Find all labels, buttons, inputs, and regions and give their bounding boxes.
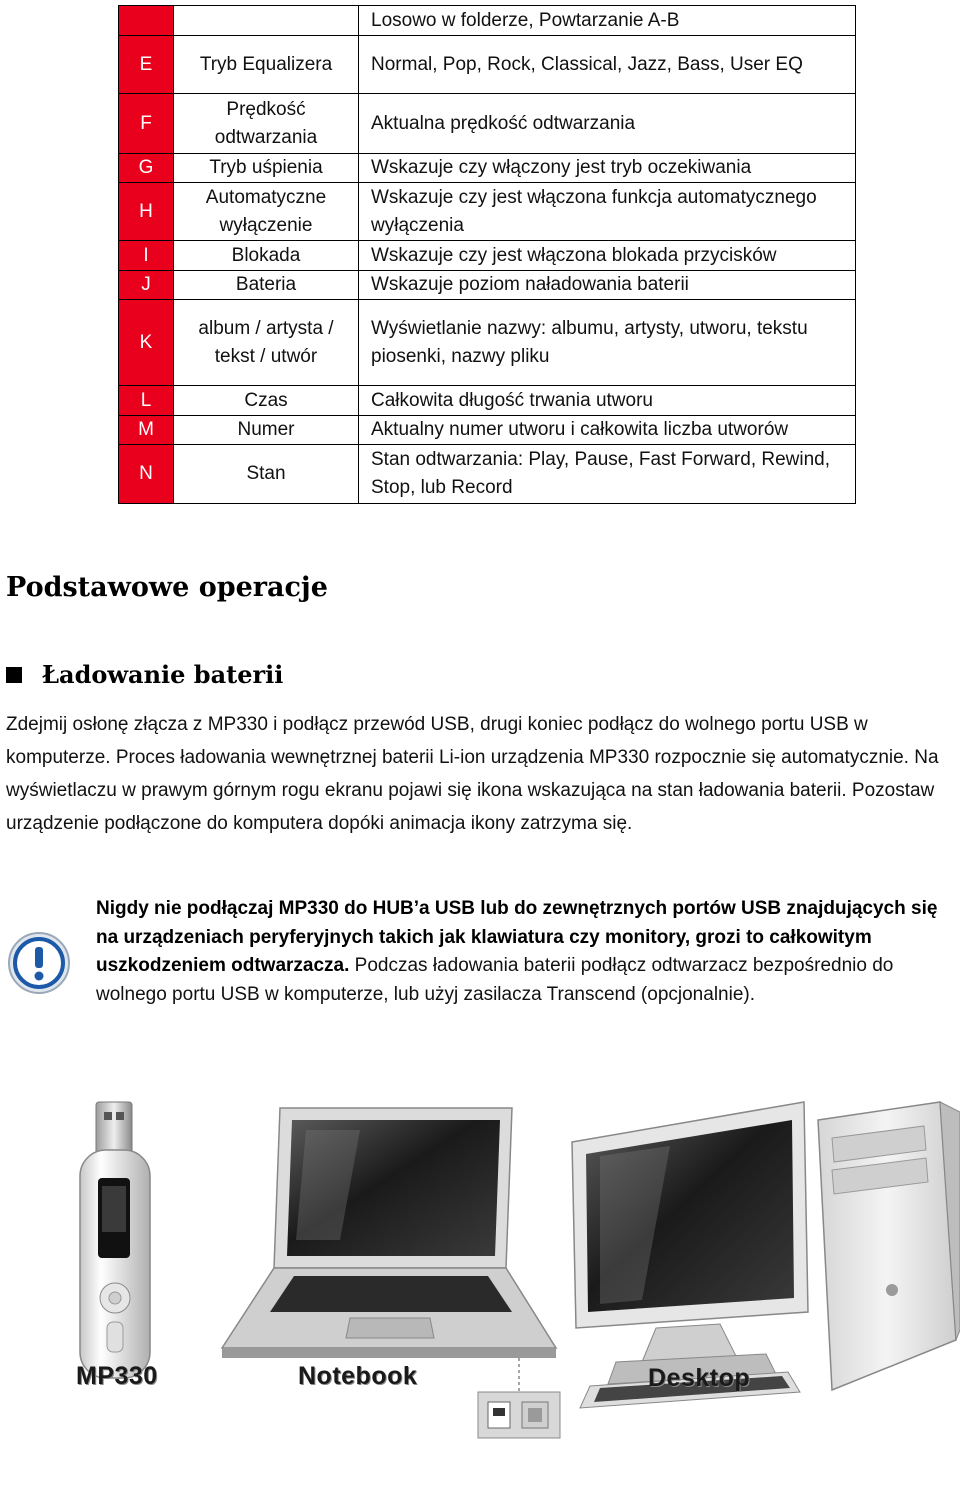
table-row — [119, 94, 856, 154]
row-name: Blokada — [174, 241, 359, 271]
table-row — [119, 154, 856, 183]
row-name: Numer — [174, 416, 359, 445]
row-name: album / artysta / tekst / utwór — [174, 300, 359, 386]
row-letter: G — [119, 154, 174, 183]
row-desc: Aktualny numer utworu i całkowita liczba utworów — [359, 416, 856, 445]
notebook-label: Notebook — [298, 1362, 418, 1390]
row-letter: I — [119, 241, 174, 271]
warning-icon — [6, 930, 72, 1001]
row-name: Prędkość odtwarzania — [174, 94, 359, 154]
square-bullet-icon — [6, 667, 22, 683]
subsection-title: Ładowanie baterii — [42, 660, 284, 689]
warning-normal: Podczas ładowania baterii podłącz odtwarzacz bezpośrednio do wolnego portu USB w komputerze, lub użyj zasilacza Transcend (opcjonalnie). — [96, 955, 894, 1005]
row-desc: Wyświetlanie nazwy: albumu, artysty, utworu, tekstu piosenki, nazwy pliku — [359, 300, 856, 386]
connection-illustration — [60, 1090, 960, 1490]
row-letter: H — [119, 183, 174, 241]
row-desc: Aktualna prędkość odtwarzania — [359, 94, 856, 154]
warning-bold: Nigdy nie podłączaj MP330 do HUB’a USB lub do zewnętrznych portów USB znajdujących się na urządzeniach peryferyjnych takich jak klawiatura czy monitory, grozi to całkowitym uszkodzeniem odtwarzacza. — [96, 898, 938, 976]
row-desc: Normal, Pop, Rock, Classical, Jazz, Bass, User EQ — [359, 36, 856, 94]
row-name: Stan — [174, 445, 359, 504]
usb-port-detail — [478, 1358, 560, 1438]
row-letter: E — [119, 36, 174, 94]
device-label: MP330 — [76, 1362, 158, 1390]
mp330-device — [80, 1102, 150, 1378]
row-letter: N — [119, 445, 174, 504]
row-name: Tryb Equalizera — [174, 36, 359, 94]
row-desc: Wskazuje poziom naładowania baterii — [359, 271, 856, 300]
desktop-monitor — [572, 1102, 810, 1384]
section-title: Podstawowe operacje — [6, 572, 328, 603]
desktop-tower — [818, 1102, 960, 1390]
row-desc: Wskazuje czy jest włączona blokada przycisków — [359, 241, 856, 271]
subsection-heading — [6, 660, 283, 689]
table-row — [119, 445, 856, 504]
table-row — [119, 271, 856, 300]
charging-paragraph: Zdejmij osłonę złącza z MP330 i podłącz przewód USB, drugi koniec podłącz do wolnego portu USB w komputerze. Proces ładowania wewnętrznej baterii Li-ion urządzenia MP330 rozpocznie się automatycznie. Na wyświetlaczu w prawym górnym rogu ekranu pojawi się ikona wskazująca na stan ładowania baterii. Pozostaw urządzenie podłączone do komputera dopóki animacja ikony zatrzyma się. — [6, 714, 939, 834]
row-letter: L — [119, 386, 174, 416]
row-name: Tryb uśpienia — [174, 154, 359, 183]
table-row — [119, 183, 856, 241]
row-letter: F — [119, 94, 174, 154]
table-row — [119, 36, 856, 94]
illustration-drawing — [60, 1090, 960, 1490]
row-letter — [119, 6, 174, 36]
row-name: Bateria — [174, 271, 359, 300]
table-row — [119, 241, 856, 271]
row-letter: K — [119, 300, 174, 386]
table-row — [119, 6, 856, 36]
row-letter: M — [119, 416, 174, 445]
row-name: Czas — [174, 386, 359, 416]
row-name: Automatyczne wyłączenie — [174, 183, 359, 241]
row-letter: J — [119, 271, 174, 300]
table-row — [119, 416, 856, 445]
row-desc: Wskazuje czy jest włączona funkcja automatycznego wyłączenia — [359, 183, 856, 241]
row-desc: Losowo w folderze, Powtarzanie A-B — [359, 6, 856, 36]
warning-text — [96, 895, 960, 1009]
row-name — [174, 6, 359, 36]
row-desc: Wskazuje czy włączony jest tryb oczekiwania — [359, 154, 856, 183]
row-desc: Stan odtwarzania: Play, Pause, Fast Forward, Rewind, Stop, lub Record — [359, 445, 856, 504]
notebook-computer — [222, 1108, 556, 1358]
spec-table — [118, 5, 856, 504]
row-desc: Całkowita długość trwania utworu — [359, 386, 856, 416]
desktop-label: Desktop — [648, 1364, 751, 1392]
table-row — [119, 386, 856, 416]
table-row — [119, 300, 856, 386]
